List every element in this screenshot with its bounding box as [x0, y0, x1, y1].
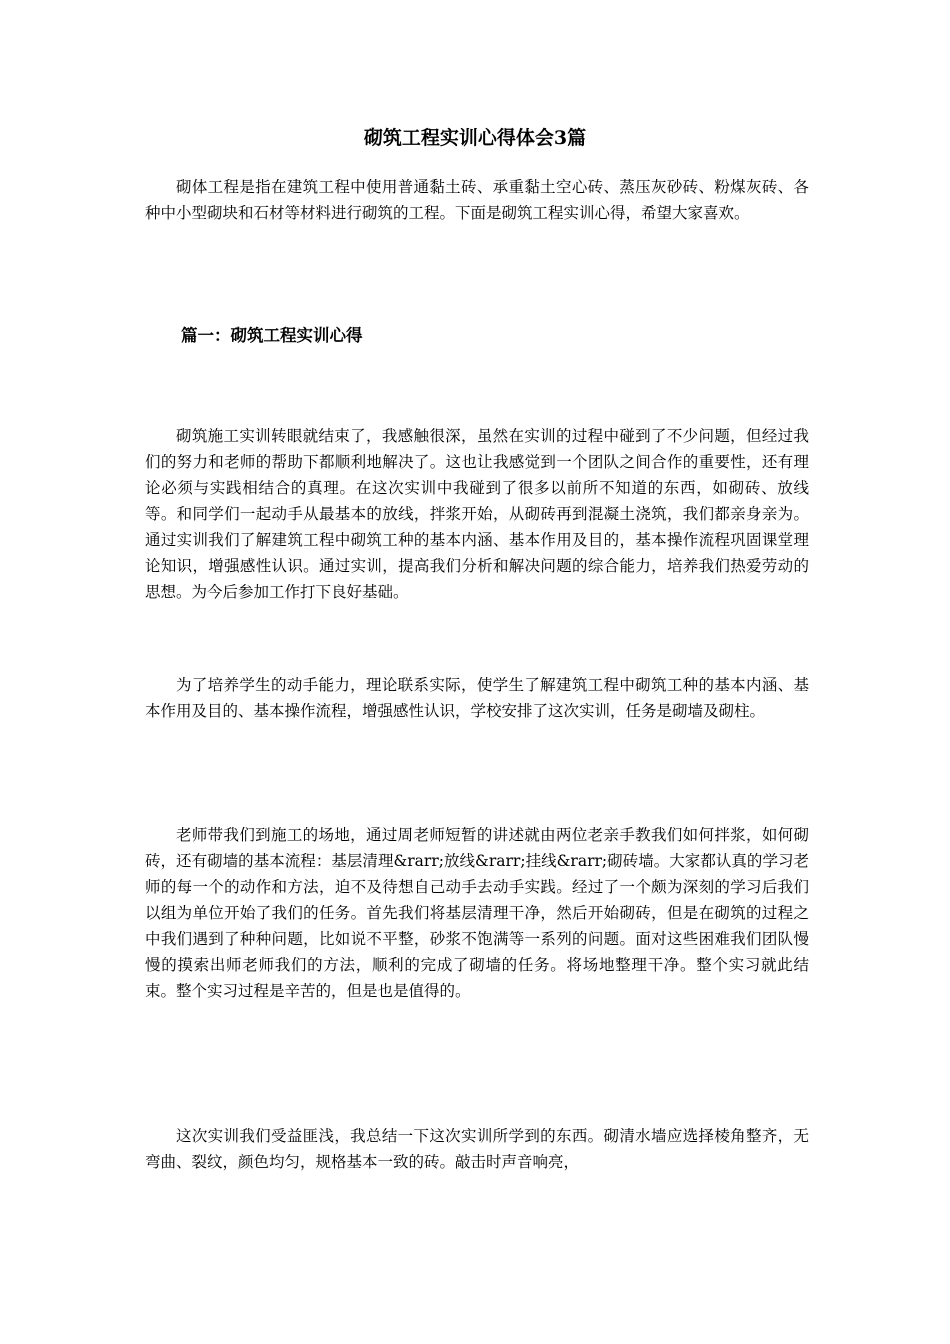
- body-paragraph: 这次实训我们受益匪浅，我总结一下这次实训所学到的东西。砌清水墙应选择棱角整齐，无弯曲、裂纹，颜色均匀，规格基本一致的砖。敲击时声音响亮，: [145, 1127, 809, 1171]
- body-paragraph: 老师带我们到施工的场地，通过周老师短暂的讲述就由两位老亲手教我们如何拌浆，如何砌砖，还有砌墙的基本流程：基层清理&rarr;放线&rarr;挂线&rarr;砌砖墙。大家都认真的学习老师的每一个的动作和方法，迫不及待想自己动手去动手实践。经过了一个颇为深刻的学习后我们以组为单位开始了我们的任务。首先我们将基层清理干净，然后开始砌砖，但是在砌筑的过程之中我们遇到了种种问题，比如说不平整，砂浆不饱满等一系列的问题。面对这些困难我们团队慢慢的摸索出师老师我们的方法，顺利的完成了砌墙的任务。将场地整理干净。整个实习就此结束。整个实习过程是辛苦的，但是也是值得的。: [145, 826, 809, 1000]
- section-heading: 篇一：砌筑工程实训心得: [181, 326, 363, 345]
- intro-paragraph: 砌体工程是指在建筑工程中使用普通黏土砖、承重黏土空心砖、蒸压灰砂砖、粉煤灰砖、各种中小型砌块和石材等材料进行砌筑的工程。下面是砌筑工程实训心得，希望大家喜欢。: [145, 178, 809, 222]
- body-paragraph: 为了培养学生的动手能力，理论联系实际，使学生了解建筑工程中砌筑工种的基本内涵、基本作用及目的、基本操作流程，增强感性认识，学校安排了这次实训，任务是砌墙及砌柱。: [145, 676, 809, 720]
- body-paragraph: 砌筑施工实训转眼就结束了，我感触很深，虽然在实训的过程中碰到了不少问题，但经过我们的努力和老师的帮助下都顺利地解决了。这也让我感觉到一个团队之间合作的重要性，还有理论必须与实践相结合的真理。在这次实训中我碰到了很多以前所不知道的东西，如砌砖、放线等。和同学们一起动手从最基本的放线，拌浆开始，从砌砖再到混凝土浇筑，我们都亲身亲为。通过实训我们了解建筑工程中砌筑工种的基本内涵、基本作用及目的，基本操作流程巩固课堂理论知识，增强感性认识。通过实训，提高我们分析和解决问题的综合能力，培养我们热爱劳动的思想。为今后参加工作打下良好基础。: [145, 427, 809, 601]
- document-title: 砌筑工程实训心得体会3篇: [363, 127, 587, 149]
